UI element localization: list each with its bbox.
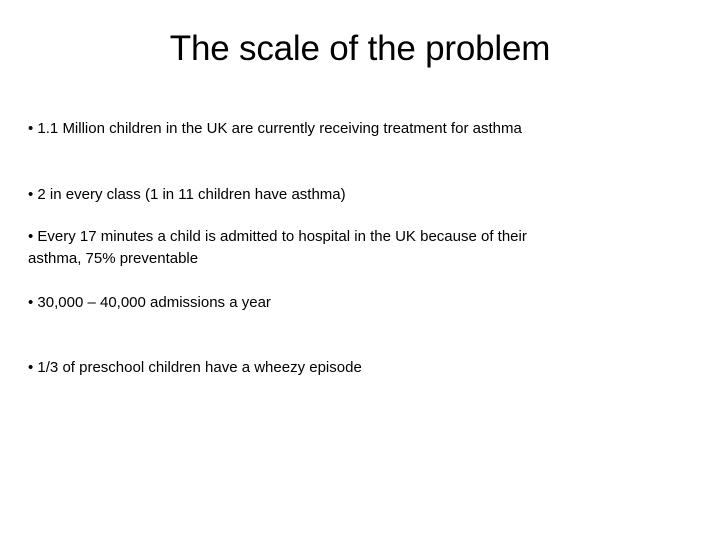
bullet-item: • 1/3 of preschool children have a wheezy episode [28,359,362,376]
bullet-item: • Every 17 minutes a child is admitted to hospital in the UK because of their asthma, 75% preventable [28,228,527,267]
bullet-item: • 1.1 Million children in the UK are currently receiving treatment for asthma [28,120,522,137]
bullet-item: • 2 in every class (1 in 11 children have asthma) [28,186,346,203]
slide-title: The scale of the problem [169,29,551,69]
bullet-item: • 30,000 – 40,000 admissions a year [28,294,271,311]
